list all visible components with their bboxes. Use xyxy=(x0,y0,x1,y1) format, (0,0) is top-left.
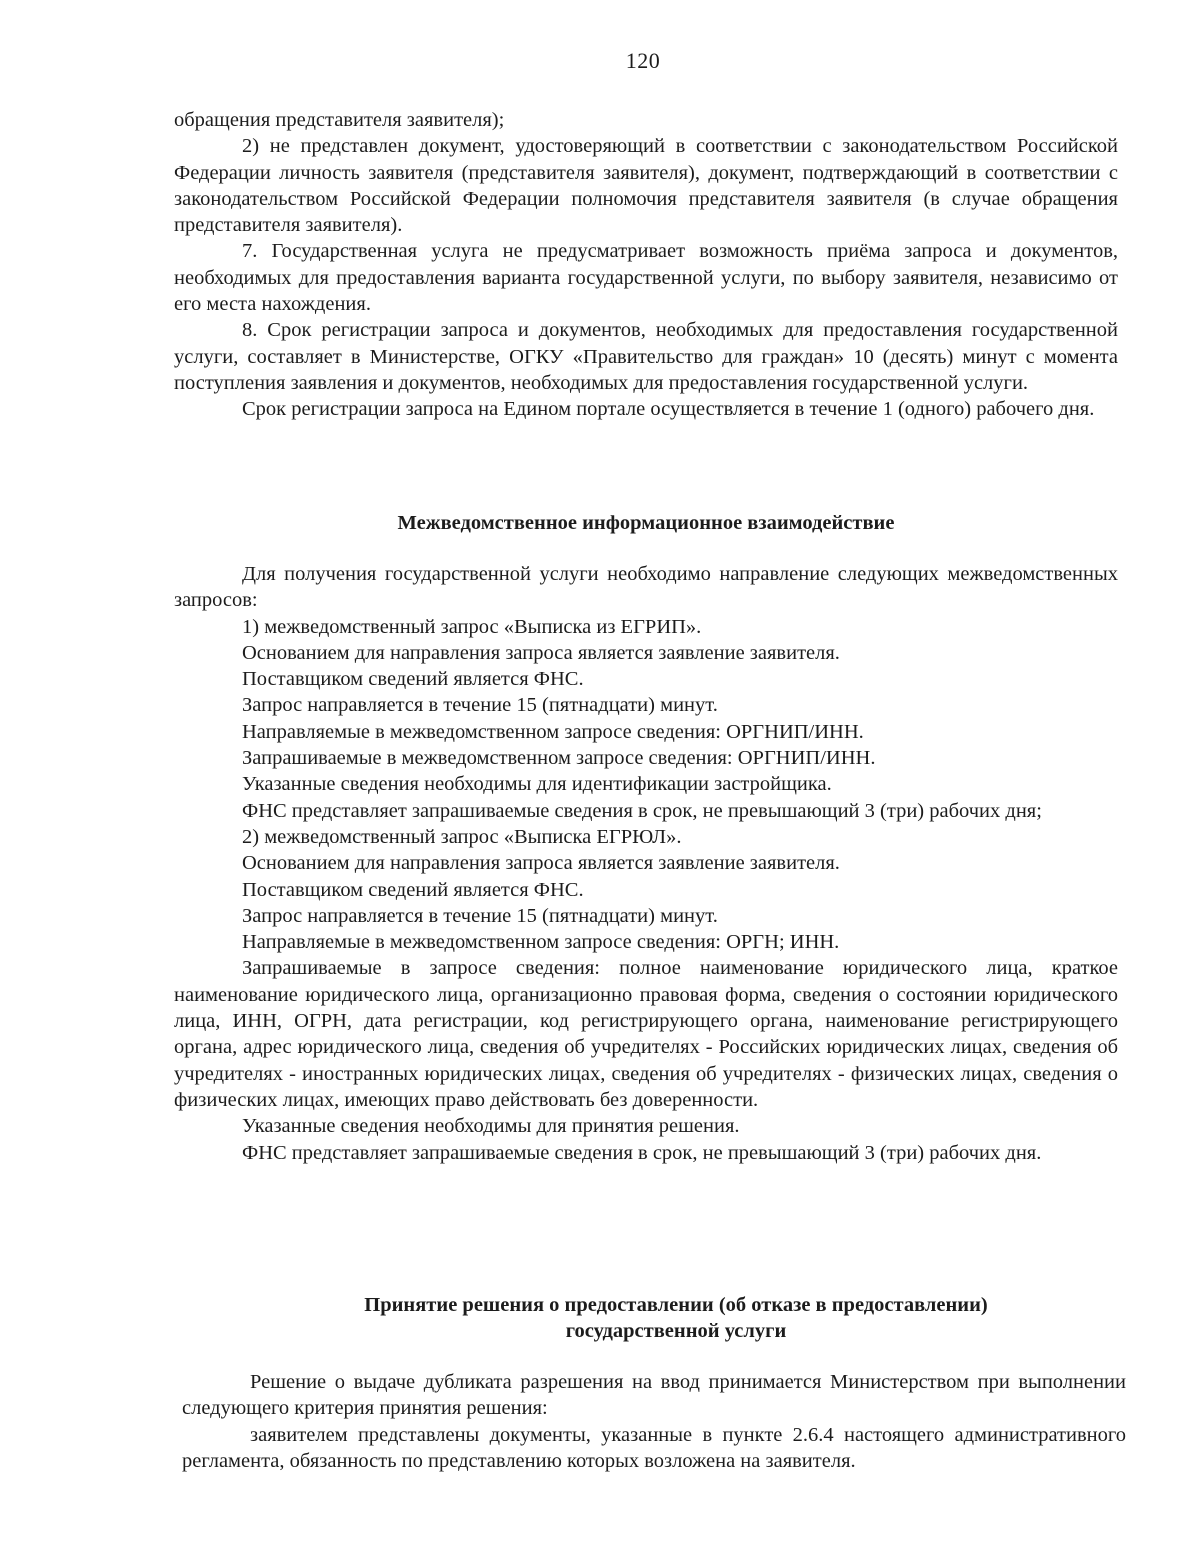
paragraph: заявителем представлены документы, указанные в пункте 2.6.4 настоящего административного регламента, обязанность по представлению которых возложена на заявителя. xyxy=(182,1423,1126,1472)
paragraph: Запрос направляется в течение 15 (пятнадцати) минут. xyxy=(242,904,718,927)
paragraph: 1) межведомственный запрос «Выписка из ЕГРИП». xyxy=(242,615,702,638)
paragraph: Направляемые в межведомственном запросе сведения: ОРГН; ИНН. xyxy=(242,931,840,954)
section-decision xyxy=(182,1369,1126,1474)
page-number: 120 xyxy=(625,48,661,73)
paragraph: Решение о выдаче дубликата разрешения на ввод принимается Министерством при выполнении следующего критерия принятия решения: xyxy=(182,1371,1126,1420)
section-interagency xyxy=(174,561,1118,1166)
paragraph: Для получения государственной услуги необходимо направление следующих межведомственных запросов: xyxy=(174,563,1118,612)
paragraph: ФНС представляет запрашиваемые сведения в срок, не превышающий 3 (три) рабочих дня. xyxy=(242,1141,1042,1164)
paragraph: Основанием для направления запроса является заявление заявителя. xyxy=(242,852,840,875)
paragraph: 2) не представлен документ, удостоверяющий в соответствии с законодательством Российской Федерации личность заявителя (представителя заявителя), документ, подтверждающий в соответствии с законодательством Российской Федерации полномочия представителя заявителя (в случае обращения представителя заявителя). xyxy=(174,135,1118,237)
paragraph: Запрашиваемые в запросе сведения: полное наименование юридического лица, краткое наименование юридического лица, организационно правовая форма, сведения о состоянии юридического лица, ИНН, ОГРН, дата регистрации, код регистрирующего органа, наименование регистрирующего органа, адрес юридического лица, сведения об учредителях - Российских юридических лицах, сведения об учредителях - иностранных юридических лицах, сведения об учредителях - физических лицах, сведения о физических лицах, имеющих право действовать без доверенности. xyxy=(174,957,1118,1111)
paragraph: Запрос направляется в течение 15 (пятнадцати) минут. xyxy=(242,694,718,717)
heading-interagency: Межведомственное информационное взаимодействие xyxy=(397,512,895,534)
paragraph: 8. Срок регистрации запроса и документов, необходимых для предоставления государственной услуги, составляет в Министерстве, ОГКУ «Правительство для граждан» 10 (десять) минут с момента поступления заявления и документов, необходимых для предоставления государственной услуги. xyxy=(174,319,1118,394)
heading-decision-line-2: государственной услуги xyxy=(565,1320,787,1343)
paragraph: ФНС представляет запрашиваемые сведения в срок, не превышающий 3 (три) рабочих дня; xyxy=(242,799,1042,822)
paragraph: обращения представителя заявителя); xyxy=(174,109,505,131)
paragraph: 7. Государственная услуга не предусматривает возможность приёма запроса и документов, необходимых для предоставления варианта государственной услуги, по выбору заявителя, независимо от его места нахождения. xyxy=(174,240,1118,316)
paragraph: Поставщиком сведений является ФНС. xyxy=(242,668,584,691)
paragraph: Указанные сведения необходимы для идентификации застройщика. xyxy=(242,773,832,796)
paragraph: Указанные сведения необходимы для принятия решения. xyxy=(242,1115,740,1138)
paragraph: 2) межведомственный запрос «Выписка ЕГРЮЛ». xyxy=(242,825,682,848)
paragraph: Основанием для направления запроса является заявление заявителя. xyxy=(242,641,840,664)
heading-decision-line-1: Принятие решения о предоставлении (об отказе в предоставлении) xyxy=(364,1294,988,1316)
paragraph: Поставщиком сведений является ФНС. xyxy=(242,878,584,901)
paragraph: Направляемые в межведомственном запросе сведения: ОРГНИП/ИНН. xyxy=(242,720,864,743)
heading-decision xyxy=(226,1292,1126,1345)
paragraph: Срок регистрации запроса на Едином портале осуществляется в течение 1 (одного) рабочего дня. xyxy=(242,398,1095,421)
paragraph: Запрашиваемые в межведомственном запросе сведения: ОРГНИП/ИНН. xyxy=(242,747,876,770)
section-registration xyxy=(174,107,1118,423)
